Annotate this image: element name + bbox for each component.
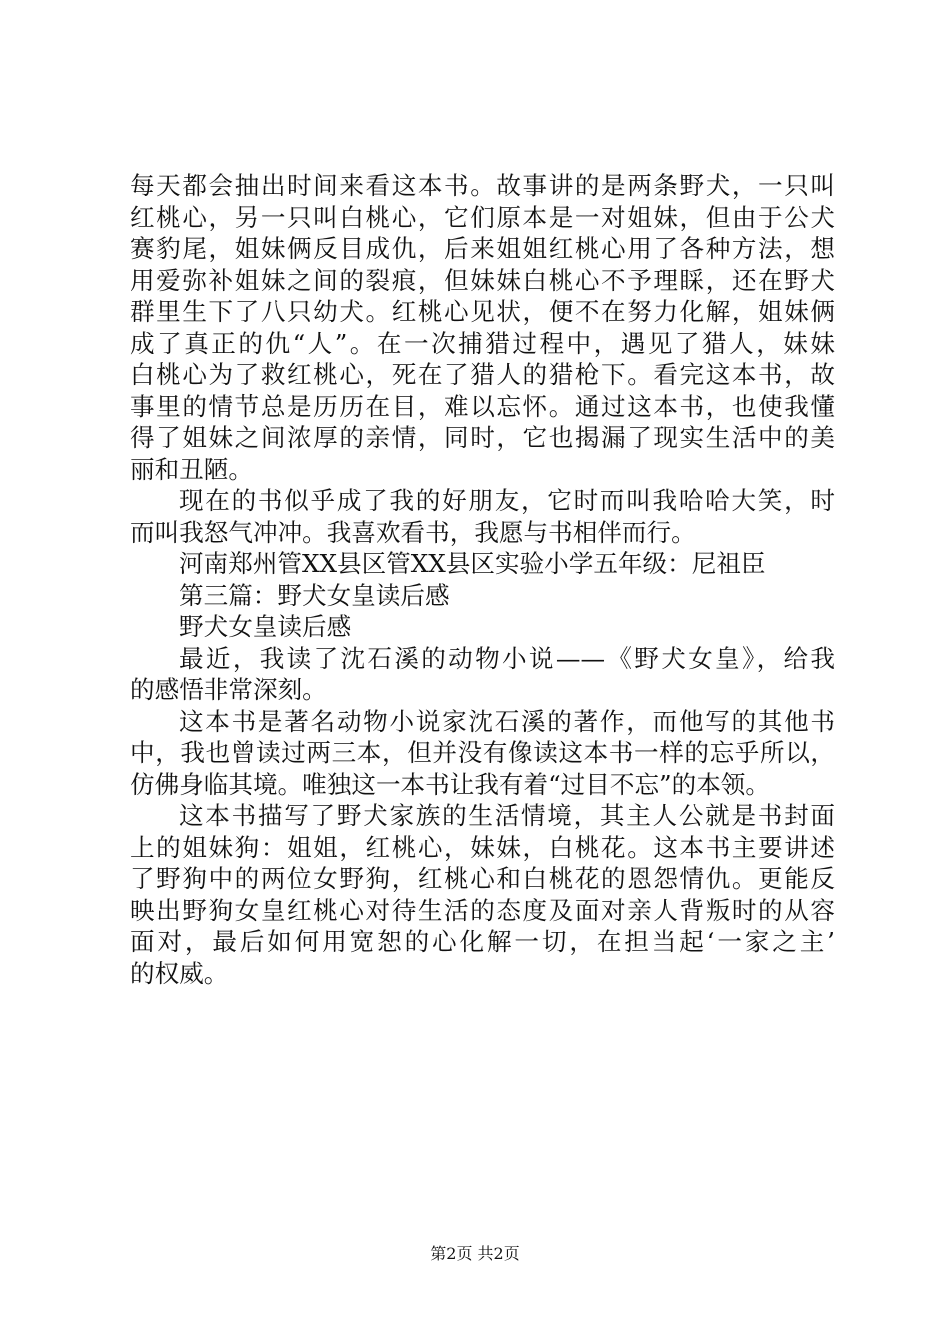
text-line: 野犬女皇读后感 [179, 612, 352, 641]
text-line: 赛豹尾，姐妹俩反目成仇，后来姐姐红桃心用了各种方法，想 [130, 234, 835, 263]
text-line: 上的姐妹狗：姐姐，红桃心，妹妹，白桃花。这本书主要讲述 [130, 832, 835, 862]
text-line: 这本书描写了野犬家族的生活情境，其主人公就是书封面 [179, 801, 835, 830]
text-line: 白桃心为了救红桃心，死在了猎人的猎枪下。看完这本书，故 [130, 360, 835, 389]
text-line: 仿佛身临其境。唯独这一本书让我有着“过目不忘”的本领。 [130, 769, 770, 799]
text-line: 面对，最后如何用宽恕的心化解一切，在担当起‘一家之主’ [130, 927, 835, 956]
text-line: 第三篇：野犬女皇读后感 [179, 580, 450, 610]
text-line: 群里生下了八只幼犬。红桃心见状，便不在努力化解，姐妹俩 [130, 297, 835, 326]
author-line [130, 548, 835, 580]
text-line: 事里的情节总是历历在目，难以忘怀。通过这本书，也使我懂 [130, 391, 835, 421]
text-line: 而叫我怒气冲冲。我喜欢看书，我愿与书相伴而行。 [130, 517, 696, 547]
page-number-footer: 第2页 共2页 [430, 1244, 520, 1263]
paragraph [130, 800, 835, 989]
text-line: 这本书是著名动物小说家沈石溪的著作，而他写的其他书 [179, 706, 835, 736]
text-line: 每天都会抽出时间来看这本书。故事讲的是两条野犬，一只叫 [130, 171, 835, 200]
text-line: 的权威。 [130, 958, 229, 988]
text-line: 得了姐妹之间浓厚的亲情，同时，它也揭漏了现实生活中的美 [130, 423, 835, 452]
article-title [130, 611, 835, 643]
text-line: 用爱弥补姐妹之间的裂痕，但妹妹白桃心不予理睬，还在野犬 [130, 265, 835, 295]
text-line: 成了真正的仇“人”。在一次捕猎过程中，遇见了猎人，妹妹 [130, 328, 835, 358]
paragraph [130, 706, 835, 801]
text-line: 最近，我读了沈石溪的动物小说——《野犬女皇》，给我 [179, 643, 835, 673]
paragraph [130, 643, 835, 706]
paragraph [130, 170, 835, 485]
text-line: 了野狗中的两位女野狗，红桃心和白桃花的恩怨情仇。更能反 [130, 864, 835, 893]
paragraph [130, 485, 835, 548]
section-heading [130, 580, 835, 612]
text-line: 中，我也曾读过两三本，但并没有像读这本书一样的忘乎所以， [130, 738, 835, 767]
text-line: 红桃心，另一只叫白桃心，它们原本是一对姐妹，但由于公犬 [130, 202, 835, 232]
text-line: 丽和丑陋。 [130, 454, 253, 484]
text-line: 的感悟非常深刻。 [130, 675, 327, 704]
text-line: 映出野狗女皇红桃心对待生活的态度及面对亲人背叛时的从容 [130, 895, 835, 925]
text-line: 河南郑州管XX县区管XX县区实验小学五年级：尼祖臣 [179, 549, 766, 578]
text-line: 现在的书似乎成了我的好朋友，它时而叫我哈哈大笑，时 [179, 486, 835, 515]
document-body [130, 170, 835, 989]
